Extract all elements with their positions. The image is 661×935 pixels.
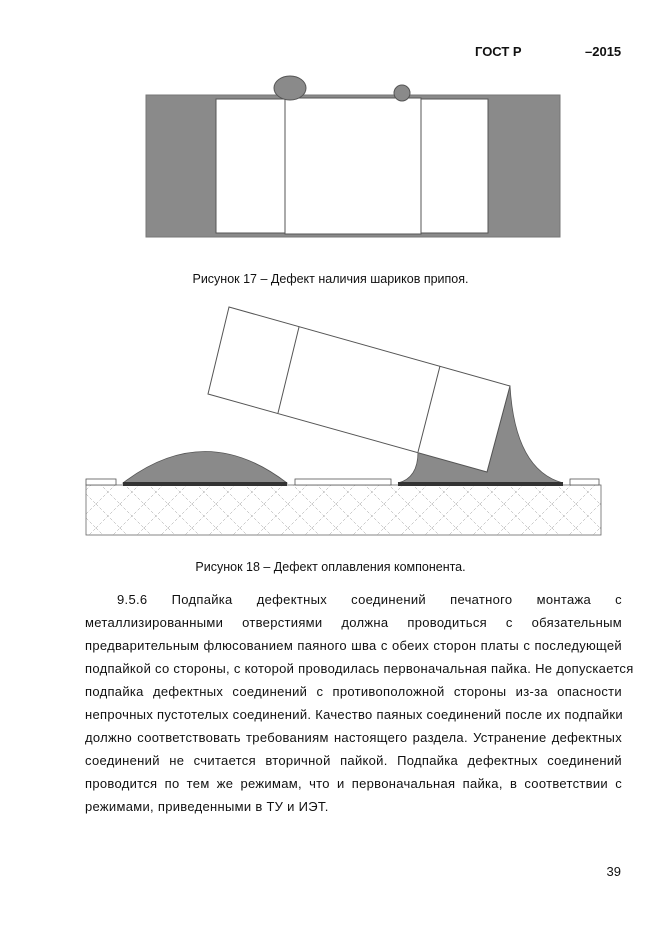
paragraph-line: предварительным флюсованием паяного шва с обеих сторон платы с последующей	[85, 638, 622, 653]
solder-ball-small	[394, 85, 410, 101]
paragraph-line: должно соответствовать требованиям настоящего раздела. Устранение дефектных	[85, 730, 622, 745]
figure-18-board	[86, 307, 601, 535]
paragraph-line: металлизированными отверстиями должна проводиться с обязательным	[85, 615, 622, 630]
paragraph-line: проводится по тем же режимам, что и первоначальная пайка, в соответствии с	[85, 776, 622, 791]
paragraph-line: подпайкой со стороны, с которой проводилась первоначальная пайка. Не допускается	[85, 661, 634, 676]
paragraph-line: непрочных пустотелых соединений. Качество паяных соединений после их подпайки	[85, 707, 623, 722]
paragraph-line: режимами, приведенными в ТУ и ИЭТ.	[85, 799, 329, 814]
header-standard: ГОСТ Р	[475, 44, 522, 59]
solder-ball-large	[274, 76, 306, 100]
figure-18-caption: Рисунок 18 – Дефект оплавления компонента.	[195, 560, 466, 574]
paragraph-line: соединений не считается вторичной пайкой. Подпайка дефектных соединений	[85, 753, 622, 768]
paragraph-line: 9.5.6 Подпайка дефектных соединений печатного монтажа с	[117, 592, 622, 607]
paragraph-9-5-6	[85, 588, 634, 818]
page-number: 39	[606, 864, 621, 879]
paragraph-line: подпайка дефектных соединений с противоположной стороны из-за опасности	[85, 684, 622, 699]
solder-dome	[123, 452, 287, 484]
tilted-component	[208, 307, 510, 472]
figure-17-component	[146, 76, 560, 237]
header-year: –2015	[585, 44, 622, 59]
figure-17-caption: Рисунок 17 – Дефект наличия шариков припоя.	[192, 272, 469, 286]
